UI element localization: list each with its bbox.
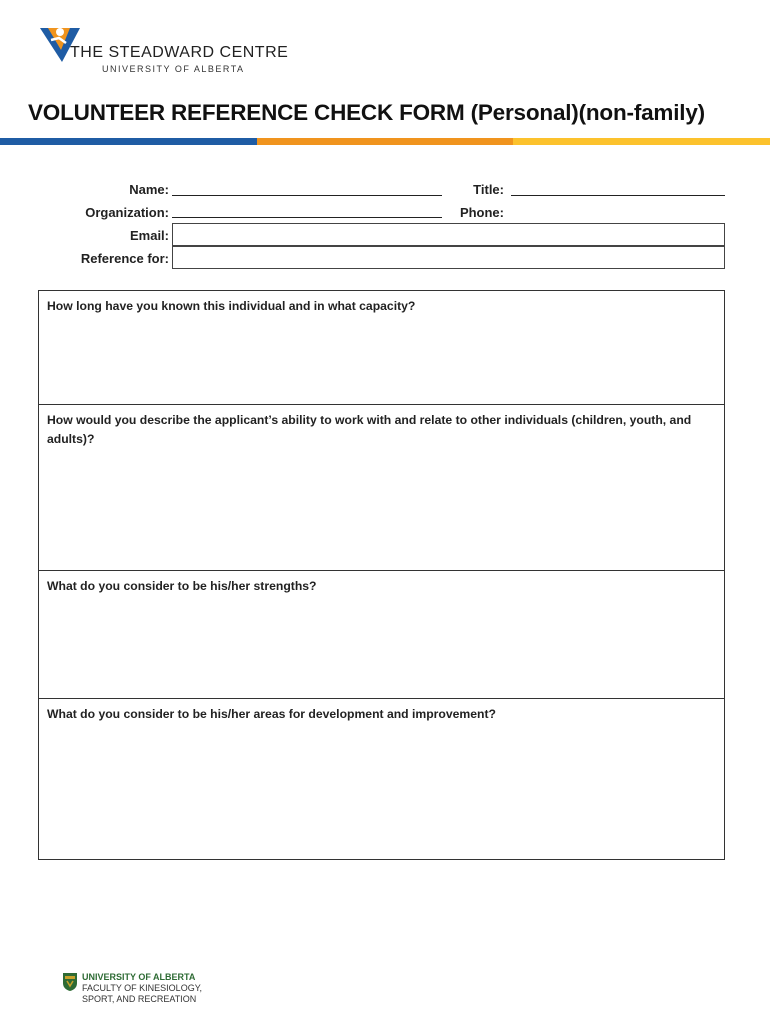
- organization-field[interactable]: [172, 217, 442, 218]
- org-subtitle: UNIVERSITY OF ALBERTA: [102, 64, 245, 74]
- footer-faculty-line2: SPORT, AND RECREATION: [82, 994, 197, 1004]
- university-crest-icon: [62, 972, 78, 992]
- org-name: THE STEADWARD CENTRE: [70, 44, 289, 61]
- title-field[interactable]: [511, 195, 725, 196]
- reference-for-field[interactable]: [172, 246, 725, 269]
- page-title: VOLUNTEER REFERENCE CHECK FORM (Personal)(non-family): [28, 100, 705, 125]
- question-2-box[interactable]: [39, 405, 724, 571]
- reference-for-label: Reference for:: [80, 251, 169, 266]
- color-bar-blue: [0, 138, 257, 145]
- question-1-text: How long have you known this individual and in what capacity?: [47, 299, 416, 313]
- brand-color-bar: [0, 138, 770, 145]
- color-bar-orange: [257, 138, 514, 145]
- questions-table: [38, 290, 725, 860]
- name-field[interactable]: [172, 195, 442, 196]
- university-of-alberta-logo: [62, 972, 262, 1004]
- question-3-text: What do you consider to be his/her strengths?: [47, 579, 317, 593]
- name-label: Name:: [129, 182, 169, 197]
- organization-label: Organization:: [85, 205, 169, 220]
- email-label: Email:: [129, 228, 169, 243]
- question-1-box[interactable]: [39, 291, 724, 405]
- title-label: Title:: [473, 182, 504, 197]
- question-4-box[interactable]: [39, 699, 724, 859]
- question-3-box[interactable]: [39, 571, 724, 699]
- steadward-centre-logo: [40, 26, 289, 76]
- question-2-text: How would you describe the applicant’s ability to work with and relate to other individuals (children, youth, and adults)?: [47, 413, 692, 446]
- footer-faculty-line1: FACULTY OF KINESIOLOGY,: [82, 983, 203, 993]
- email-field[interactable]: [172, 223, 725, 246]
- color-bar-yellow: [513, 138, 770, 145]
- footer-university-name: UNIVERSITY OF ALBERTA: [82, 972, 196, 982]
- phone-label: Phone:: [459, 205, 504, 220]
- question-4-text: What do you consider to be his/her areas for development and improvement?: [47, 707, 496, 721]
